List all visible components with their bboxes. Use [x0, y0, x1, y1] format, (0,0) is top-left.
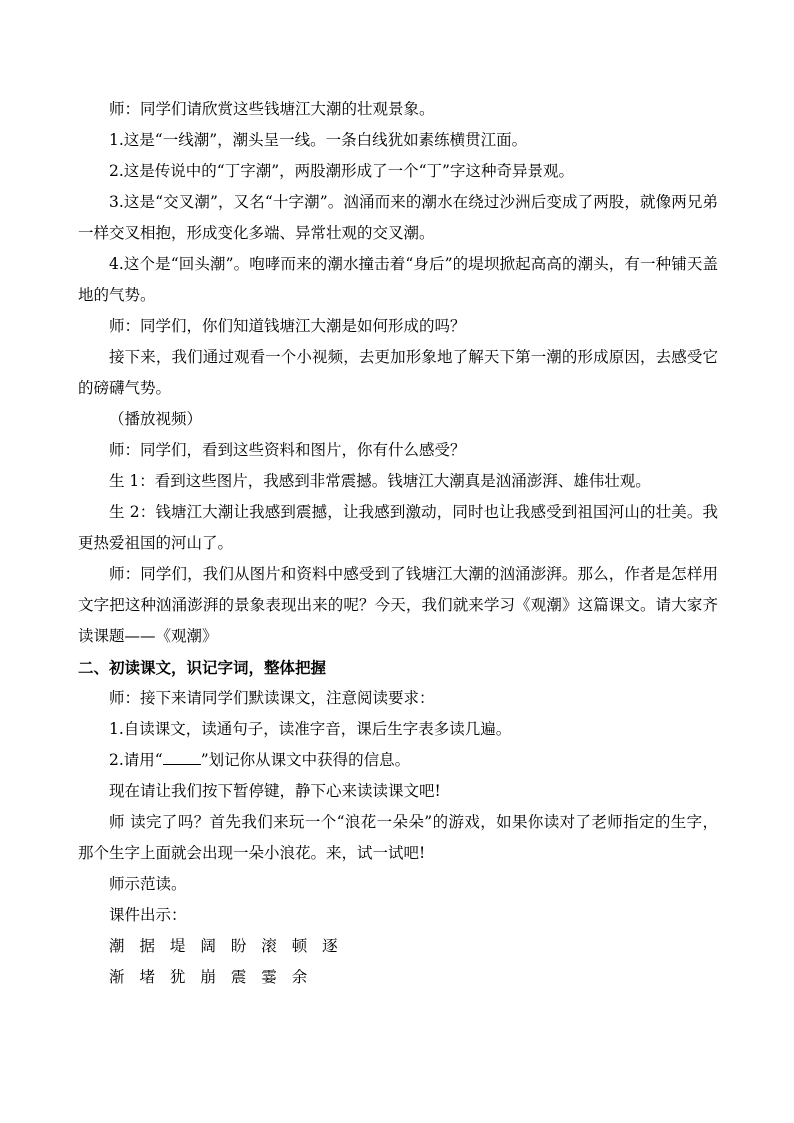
paragraph: 师示范读。 [109, 875, 187, 893]
paragraph: 现在请让我们按下暂停键，静下心来读读课文吧! [109, 782, 441, 800]
list-item: 4.这个是“回头潮”。咆哮而来的潮水撞击着“身后”的堤坝掀起高高的潮头，有一种铺天盖地的气势。 [78, 255, 718, 304]
char: 崩 [200, 968, 216, 986]
paragraph: 生 1：看到这些图片，我感到非常震撼。钱塘江大潮真是汹涌澎湃、雄伟壮观。 [109, 472, 651, 490]
list-item-text-start: 2.请用“ [109, 751, 163, 769]
paragraph: 师：同学们请欣赏这些钱塘江大潮的壮观景象。 [109, 100, 435, 118]
char: 逐 [322, 937, 338, 955]
char: 犹 [169, 968, 186, 986]
char-row-1 [78, 931, 718, 962]
char: 渐 [109, 968, 125, 986]
char: 堤 [169, 937, 186, 955]
char: 盼 [230, 937, 247, 955]
paragraph: 师：同学们，你们知道钱塘江大潮是如何形成的吗？ [109, 317, 466, 335]
list-item: 1.这是“一线潮”，潮头呈一线。一条白线犹如素练横贯江面。 [109, 131, 528, 149]
list-item: 3.这是“交叉潮”，又名“十字潮”。汹涌而来的潮水在绕过沙洲后变成了两股，就像两兄弟一样交叉相抱，形成变化多端、异常壮观的交叉潮。 [78, 193, 718, 242]
section-heading: 二、初读课文，识记字词，整体把握 [78, 658, 327, 677]
char: 阔 [200, 937, 216, 955]
char: 潮 [109, 937, 125, 955]
list-item [78, 745, 718, 776]
paragraph: 师 读完了吗？首先我们来玩一个“浪花一朵朵”的游戏，如果你读对了老师指定的生字，那个生字上面就会出现一朵小浪花。来，试一试吧! [78, 813, 718, 862]
paragraph: 师：同学们，看到这些资料和图片，你有什么感受？ [109, 441, 466, 459]
char: 据 [139, 937, 155, 955]
char: 滚 [261, 937, 277, 955]
char: 余 [291, 968, 308, 986]
char: 顿 [291, 937, 308, 955]
paragraph: 接下来，我们通过观看一个小视频，去更加形象地了解天下第一潮的形成原因，去感受它的磅礴气势。 [78, 348, 718, 397]
stage-direction: （播放视频） [109, 410, 203, 428]
list-item: 1.自读课文，读通句子，读准字音，课后生字表多读几遍。 [109, 720, 512, 738]
char: 震 [230, 968, 247, 986]
list-item: 2.这是传说中的“丁字潮”，两股潮形成了一个“丁”字这种奇异景观。 [109, 162, 574, 180]
paragraph: 师：接下来请同学们默读课文，注意阅读要求： [109, 689, 435, 707]
underline-blank [163, 750, 201, 765]
char-row-2 [78, 962, 718, 993]
paragraph: 课件出示： [109, 906, 187, 924]
document-page [78, 94, 718, 993]
paragraph: 师：同学们，我们从图片和资料中感受到了钱塘江大潮的汹涌澎湃。那么，作者是怎样用文字把这种汹涌澎湃的景象表现出来的呢？今天，我们就来学习《观潮》这篇课文。请大家齐读课题——《观潮》 [78, 565, 718, 645]
paragraph: 生 2：钱塘江大潮让我感到震撼，让我感到激动，同时也让我感受到祖国河山的壮美。我更热爱祖国的河山了。 [78, 503, 718, 552]
char: 霎 [261, 968, 277, 986]
list-item-text-end: ”划记你从课文中获得的信息。 [200, 751, 411, 769]
char: 堵 [139, 968, 155, 986]
